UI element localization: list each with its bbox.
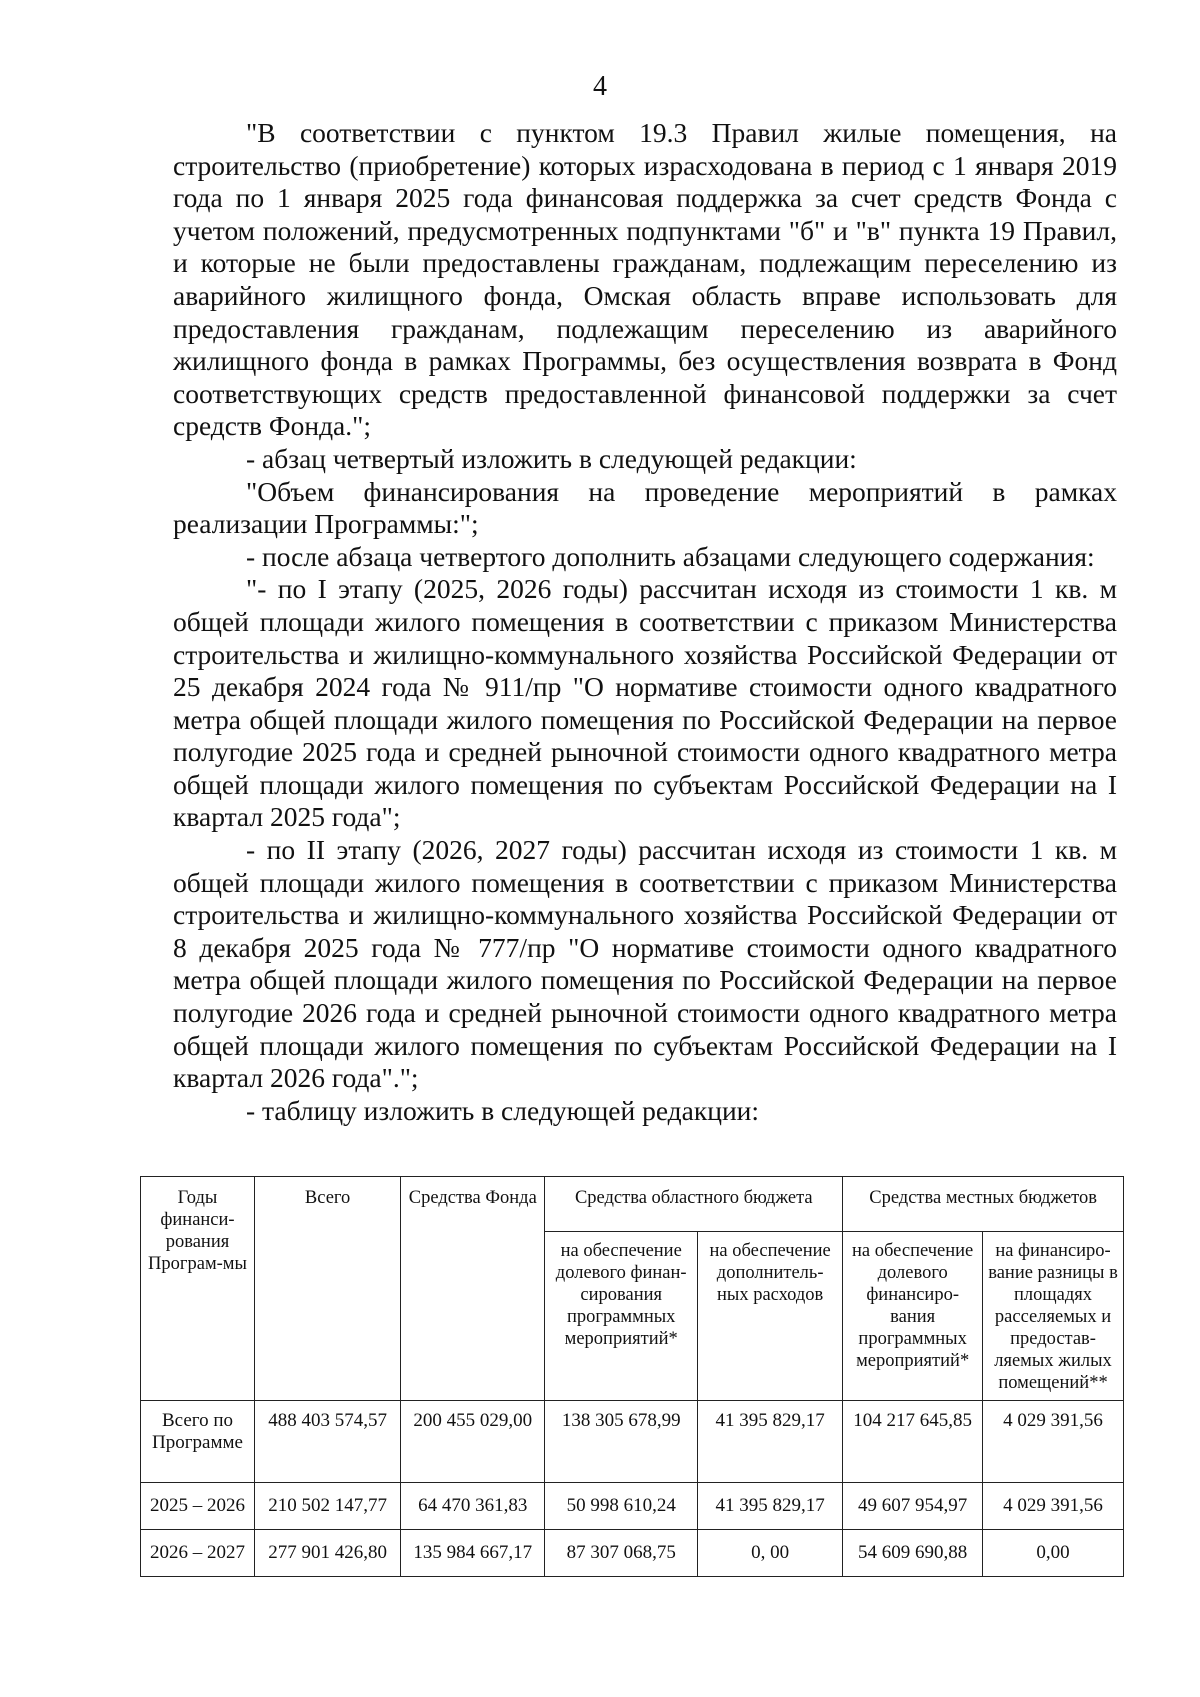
paragraph-add-after-fourth: - после абзаца четвертого дополнить абзацами следующего содержания: [246, 540, 1095, 572]
row-label: 2025 – 2026 [141, 1483, 255, 1530]
cell-regional-extra: 41 395 829,17 [698, 1483, 843, 1530]
paragraph-stage-1: "- по I этапу (2025, 2026 годы) рассчитан исходя из стоимости 1 кв. м общей площади жилого помещения в соответствии с приказом Министерства строительства и жилищно-коммунального хозяйства Российской Федерации от 25 декабря 2024 года № 911/пр "О нормативе стоимости одного квадратного метра общей площади жилого помещения по Российской Федерации на первое полугодие 2025 года и средней рыночной стоимости одного квадратного метра общей площади жилого помещения по субъектам Российской Федерации на I квартал 2025 года"; [173, 573, 1117, 833]
header-regional-budget: Средства областного бюджета [545, 1177, 843, 1232]
header-years: Годы финанси-рования Програм-мы [141, 1177, 255, 1401]
cell-regional-share: 50 998 610,24 [545, 1483, 698, 1530]
document-body [173, 117, 1117, 1127]
table-row [141, 1530, 1124, 1577]
row-label: Всего по Программе [141, 1401, 255, 1483]
cell-regional-extra: 0, 00 [698, 1530, 843, 1577]
table-header-row [141, 1177, 1124, 1232]
financing-table [140, 1176, 1124, 1577]
cell-local-diff: 4 029 391,56 [983, 1483, 1124, 1530]
cell-regional-share: 87 307 068,75 [545, 1530, 698, 1577]
paragraph-amend-fourth: - абзац четвертый изложить в следующей редакции: [246, 442, 857, 474]
paragraph-stage-2: - по II этапу (2026, 2027 годы) рассчитан исходя из стоимости 1 кв. м общей площади жилого помещения в соответствии с приказом Министерства строительства и жилищно-коммунального хозяйства Российской Федерации от 8 декабря 2025 года № 777/пр "О нормативе стоимости одного квадратного метра общей площади жилого помещения по Российской Федерации на первое полугодие 2026 года и средней рыночной стоимости одного квадратного метра общей площади жилого помещения по субъектам Российской Федерации на I квартал 2026 года"."; [173, 834, 1117, 1094]
table-row [141, 1401, 1124, 1483]
cell-total: 210 502 147,77 [254, 1483, 400, 1530]
header-fund: Средства Фонда [401, 1177, 545, 1401]
paragraph-table-intro: - таблицу изложить в следующей редакции: [246, 1094, 760, 1126]
header-regional-share: на обеспечение долевого финан-сирования программных мероприятий* [545, 1232, 698, 1401]
cell-regional-extra: 41 395 829,17 [698, 1401, 843, 1483]
cell-local-share: 49 607 954,97 [843, 1483, 983, 1530]
cell-local-share: 54 609 690,88 [843, 1530, 983, 1577]
row-label: 2026 – 2027 [141, 1530, 255, 1577]
cell-total: 277 901 426,80 [254, 1530, 400, 1577]
header-local-share: на обеспечение долевого финансиро-вания программных мероприятий* [843, 1232, 983, 1401]
cell-fund: 64 470 361,83 [401, 1483, 545, 1530]
cell-local-share: 104 217 645,85 [843, 1401, 983, 1483]
cell-local-diff: 4 029 391,56 [983, 1401, 1124, 1483]
cell-fund: 200 455 029,00 [401, 1401, 545, 1483]
header-total: Всего [254, 1177, 400, 1401]
cell-fund: 135 984 667,17 [401, 1530, 545, 1577]
paragraph-rule-19-3: "В соответствии с пунктом 19.3 Правил жилые помещения, на строительство (приобретение) которых израсходована в период с 1 января 2019 года по 1 января 2025 года финансовая поддержка за счет средств Фонда с учетом положений, предусмотренных подпунктами "б" и "в" пункта 19 Правил, и которые не были предоставлены гражданам, подлежащим переселению из аварийного жилищного фонда, Омская область вправе использовать для предоставления гражданам, подлежащим переселению из аварийного жилищного фонда в рамках Программы, без осуществления возврата в Фонд соответствующих средств предоставленной финансовой поддержки за счет средств Фонда."; [173, 117, 1117, 442]
page-number: 4 [593, 71, 607, 102]
table-row [141, 1483, 1124, 1530]
paragraph-financing-volume: "Объем финансирования на проведение мероприятий в рамках реализации Программы:"; [173, 475, 1117, 540]
cell-local-diff: 0,00 [983, 1530, 1124, 1577]
cell-total: 488 403 574,57 [254, 1401, 400, 1483]
header-regional-extra: на обеспечение дополнитель-ных расходов [698, 1232, 843, 1401]
header-local-budgets: Средства местных бюджетов [843, 1177, 1124, 1232]
header-local-diff: на финансиро-вание разницы в площадях расселяемых и предостав-ляемых жилых помещений** [983, 1232, 1124, 1401]
cell-regional-share: 138 305 678,99 [545, 1401, 698, 1483]
